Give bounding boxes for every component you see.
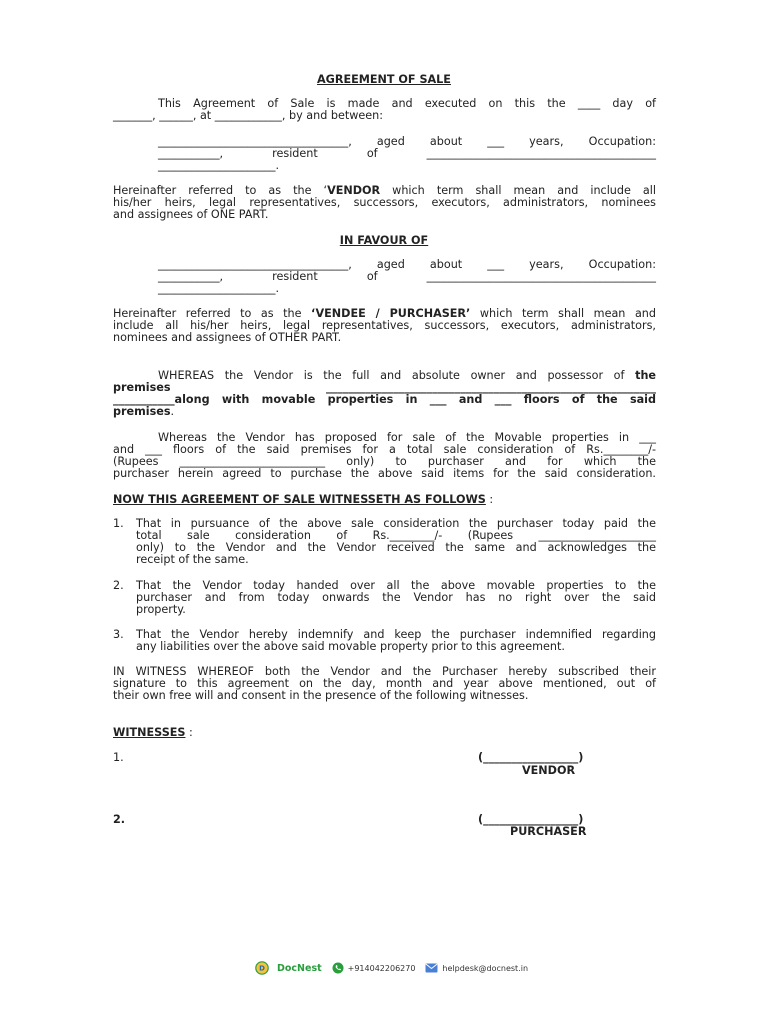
witness-line-1: IN WITNESS WHEREOF both the Vendor and the Purchaser hereby subscribed their bbox=[113, 665, 656, 678]
clause3-line-1: That the Vendor hereby indemnify and keep the purchaser indemnified regarding bbox=[136, 628, 656, 641]
svg-text:D: D bbox=[259, 964, 265, 973]
vendee-term: ‘VENDEE / PURCHASER’ bbox=[311, 307, 471, 320]
footer-email[interactable]: helpdesk@docnest.in bbox=[442, 963, 529, 973]
whereas1-line-4: premises. bbox=[113, 405, 175, 418]
witness-number-1: 1. bbox=[113, 751, 124, 764]
clause2-line-2: purchaser and from today onwards the Vendor has no right over the said bbox=[136, 591, 656, 604]
vendor-def-line-2: his/her heirs, legal representatives, successors, executors, administrators, nominees bbox=[113, 196, 656, 209]
clause1-line-2: total sale consideration of Rs.________/- (Rupees _____________________ bbox=[136, 529, 656, 542]
party2-line-3: _____________________. bbox=[158, 282, 280, 295]
whereas2-line-1: Whereas the Vendor has proposed for sale of the Movable properties in ___ bbox=[158, 431, 656, 444]
vendor-term: VENDOR bbox=[327, 184, 381, 197]
clause2-number: 2. bbox=[113, 579, 124, 592]
vendor-def-line-1: Hereinafter referred to as the ‘VENDOR which term shall mean and include all bbox=[113, 184, 656, 197]
whereas2-line-3: (Rupees __________________________ only) to purchaser and for which the bbox=[113, 455, 656, 468]
docnest-logo-icon bbox=[255, 961, 273, 975]
clause1-line-4: receipt of the same. bbox=[136, 553, 249, 566]
document-title: AGREEMENT OF SALE bbox=[317, 73, 451, 86]
clause1-line-1: That in pursuance of the above sale consideration the purchaser today paid the bbox=[136, 517, 656, 530]
clause3-number: 3. bbox=[113, 628, 124, 641]
clause3-line-2: any liabilities over the above said movable property prior to this agreement. bbox=[136, 640, 565, 653]
party1-line-3: _____________________. bbox=[158, 159, 280, 172]
intro-line-1: This Agreement of Sale is made and executed on this the ____ day of bbox=[158, 97, 656, 110]
whereas2-line-4: purchaser herein agreed to purchase the above said items for the said consideration. bbox=[113, 467, 656, 480]
purchaser-signature-line: (_________________) bbox=[478, 813, 584, 826]
whereas1-line-3: ___________along with movable properties in ___ and ___ floors of the said bbox=[113, 393, 656, 406]
witnesses-heading: WITNESSES : bbox=[113, 726, 193, 739]
email-icon bbox=[425, 963, 438, 973]
vendee-def-line-1: Hereinafter referred to as the ‘VENDEE / PURCHASER’ which term shall mean and bbox=[113, 307, 657, 320]
footer bbox=[255, 961, 528, 975]
whereas1-line-1: WHEREAS the Vendor is the full and absolute owner and possessor of the bbox=[158, 369, 656, 382]
purchaser-signature-label: PURCHASER bbox=[510, 825, 587, 838]
in-favour-heading: IN FAVOUR OF bbox=[339, 234, 429, 247]
footer-brand: DocNest bbox=[277, 962, 322, 974]
witness-number-2: 2. bbox=[113, 813, 126, 826]
vendor-def-line-3: and assignees of ONE PART. bbox=[113, 208, 269, 221]
whereas1-line-2: premises ___________________________________________________________ bbox=[113, 381, 656, 394]
phone-icon bbox=[332, 962, 344, 974]
party1-line-1: __________________________________, aged about ___ years, Occupation: bbox=[158, 135, 656, 148]
witness-line-3: their own free will and consent in the presence of the following witnesses. bbox=[113, 689, 529, 702]
witness-line-2: signature to this agreement on the day, month and year above mentioned, out of bbox=[113, 677, 656, 690]
vendee-def-line-2: include all his/her heirs, legal representatives, successors, executors, administrators, bbox=[113, 319, 656, 332]
clause1-line-3: only) to the Vendor and the Vendor received the same and acknowledges the bbox=[136, 541, 656, 554]
clause2-line-1: That the Vendor today handed over all the above movable properties to the bbox=[136, 579, 656, 592]
intro-line-2: _______, ______, at ____________, by and between: bbox=[113, 109, 384, 122]
clause2-line-3: property. bbox=[136, 603, 186, 616]
clause1-number: 1. bbox=[113, 517, 124, 530]
vendor-signature-line: (_________________) bbox=[478, 751, 584, 764]
party1-line-2: ___________, resident of _________________________________________ bbox=[158, 147, 656, 160]
footer-phone[interactable]: +914042206270 bbox=[347, 963, 416, 973]
witnesseth-heading: NOW THIS AGREEMENT OF SALE WITNESSETH AS FOLLOWS : bbox=[113, 493, 494, 506]
party2-line-1: __________________________________, aged about ___ years, Occupation: bbox=[158, 258, 656, 271]
vendee-def-line-3: nominees and assignees of OTHER PART. bbox=[113, 331, 342, 344]
party2-line-2: ___________, resident of _________________________________________ bbox=[158, 270, 656, 283]
vendor-signature-label: VENDOR bbox=[522, 764, 576, 777]
whereas2-line-2: and ___ floors of the said premises for a total sale consideration of Rs.________/- bbox=[113, 443, 656, 456]
